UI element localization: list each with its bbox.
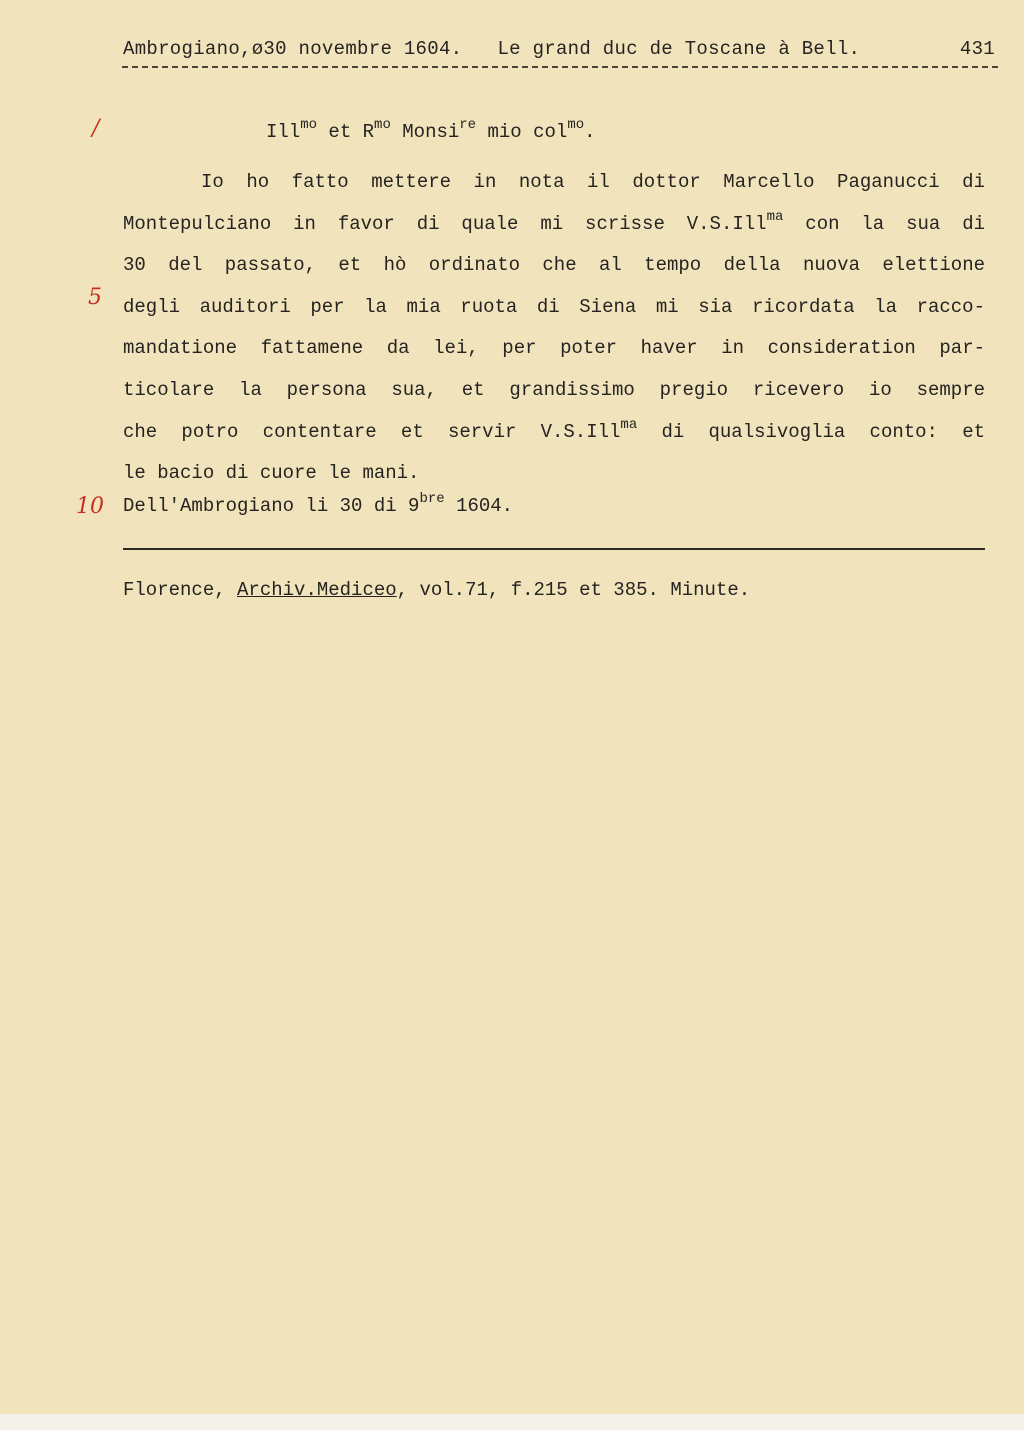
salutation — [266, 117, 596, 143]
margin-line-mark-10: 10 — [76, 494, 104, 519]
letter-line: ticolare la persona sua, et grandissimo pregio ricevero io sempre — [123, 378, 985, 401]
header-divider — [122, 66, 998, 68]
page-number: 431 — [959, 38, 995, 60]
letter-line: mandatione fattamene da lei, per poter haver in consideration par- — [123, 337, 985, 360]
page-header — [123, 38, 995, 60]
salutation-superscript: mo — [374, 117, 391, 133]
closing-text: Dell'Ambrogiano li 30 di 9 — [123, 495, 420, 517]
letter-body — [123, 162, 985, 495]
letter-line: Io ho fatto mettere in nota il dottor Marcello Paganucci di — [201, 171, 985, 193]
letter-closing-date — [123, 491, 514, 517]
salutation-part: et R — [317, 121, 375, 143]
salutation-superscript: mo — [567, 117, 585, 133]
letter-text: che potro contentare et servir V.S.Ill — [123, 420, 621, 443]
salutation-part: Ill — [266, 121, 301, 143]
header-title: Le grand duc de Toscane à Bell. — [497, 38, 861, 60]
salutation-part: mio col — [476, 121, 568, 143]
letter-line: degli auditori per la mia ruota di Siena mi sia ricordata la racco- — [123, 295, 985, 318]
source-archive: Archiv.Mediceo — [237, 579, 397, 601]
header-place-date: Ambrogiano,ø30 novembre 1604. — [123, 38, 463, 60]
letter-text: con la sua di — [783, 212, 985, 235]
letter-superscript: ma — [620, 416, 638, 433]
margin-line-mark-1: / — [92, 116, 100, 141]
margin-line-mark-5: 5 — [88, 285, 102, 310]
salutation-part: Monsi — [390, 121, 460, 143]
salutation-part: . — [584, 121, 596, 143]
letter-text: Montepulciano in favor di quale mi scrisse V.S.Ill — [123, 212, 767, 235]
letter-superscript: ma — [766, 208, 784, 225]
source-suffix: , vol.71, f.215 et 385. Minute. — [396, 579, 751, 601]
salutation-superscript: mo — [300, 117, 318, 133]
letter-line — [123, 204, 985, 246]
closing-year: 1604. — [444, 495, 514, 517]
letter-line: le bacio di cuore le mani. — [123, 462, 420, 485]
letter-line — [123, 412, 985, 454]
source-citation — [123, 579, 750, 601]
source-prefix: Florence, — [123, 579, 238, 601]
closing-superscript: bre — [419, 491, 445, 507]
salutation-superscript: re — [459, 117, 477, 133]
letter-text: di qualsivoglia conto: et — [637, 420, 985, 443]
letter-line: 30 del passato, et hò ordinato che al tempo della nuova elettione — [123, 254, 985, 277]
section-divider — [123, 548, 985, 550]
